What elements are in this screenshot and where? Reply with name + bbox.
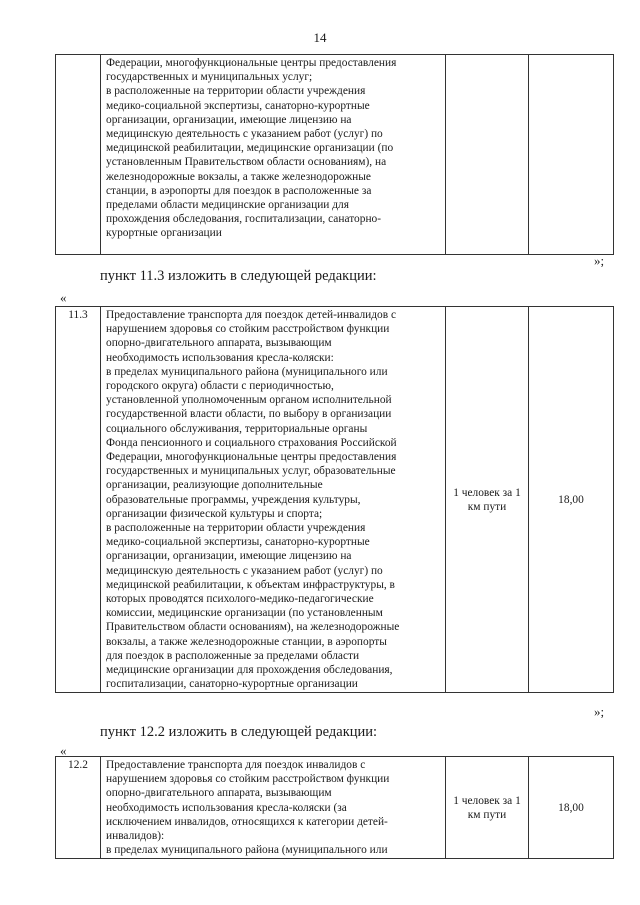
- row-number-cell: 11.3: [56, 307, 101, 693]
- instruction-11-3: пункт 11.3 изложить в следующей редакции:: [100, 268, 377, 284]
- text-line: установленной уполномоченным органом исполнительной: [106, 394, 392, 407]
- text-line: медицинскую деятельность с указанием работ (услуг) по: [106, 564, 383, 577]
- text-line: медико-социальной экспертизы, санаторно-курортные: [106, 99, 370, 112]
- text-line: медицинской реабилитации, медицинские организации (по: [106, 142, 394, 155]
- table-item-11-3: [55, 306, 614, 693]
- text-line: в расположенные на территории области учреждения: [106, 522, 366, 535]
- row-number-cell: [56, 55, 101, 255]
- text-line: прохождения обследования, госпитализации, санаторно-: [106, 213, 382, 226]
- text-line: государственных и муниципальных услуг;: [106, 71, 313, 84]
- text-line: в пределах муниципального района (муниципального или: [106, 365, 388, 378]
- instruction-12-2: пункт 12.2 изложить в следующей редакции:: [100, 724, 378, 740]
- text-line: железнодорожные вокзалы, а также железнодорожные: [106, 170, 371, 183]
- table-item-12-2: [55, 756, 614, 859]
- closing-quote: »;: [594, 704, 605, 719]
- page-number: 14: [313, 30, 327, 45]
- closing-quote: »;: [594, 253, 605, 268]
- text-line: вокзалы, а также железнодорожные станции, в аэропорты: [106, 635, 387, 648]
- text-line: которых проводятся психолого-медико-педагогические: [106, 593, 374, 606]
- table-row: [56, 307, 614, 693]
- text-line: нарушением здоровья со стойким расстройством функции: [106, 323, 390, 336]
- text-line: пределами области медицинские организации для: [106, 199, 349, 212]
- text-line: Предоставление транспорта для поездок инвалидов с: [106, 759, 366, 771]
- text-line: организации, организации, имеющие лицензию на: [106, 550, 352, 563]
- text-line: медико-социальной экспертизы, санаторно-курортные: [106, 536, 370, 549]
- text-line: организации, организации, имеющие лицензию на: [106, 113, 352, 126]
- text-line: для поездок в расположенные за пределами области: [106, 649, 360, 662]
- text-line: Федерации, многофункциональные центры предоставления: [106, 57, 397, 69]
- table-row: [56, 55, 614, 255]
- description-cell: [101, 307, 446, 693]
- text-line: государственной власти области, по выбору в организации: [106, 408, 392, 421]
- table-continuation: [55, 54, 614, 255]
- text-line: организации, реализующие дополнительные: [106, 479, 323, 492]
- text-line: Правительством области основаниям), на железнодорожные: [106, 621, 400, 634]
- rate-cell: 18,00: [529, 307, 614, 693]
- opening-quote: «: [60, 743, 67, 758]
- text-line: медицинскую деятельность с указанием работ (услуг) по: [106, 128, 383, 141]
- table-row: [56, 757, 614, 859]
- text-line: медицинской реабилитации, к объектам инфраструктуры, в: [106, 578, 395, 591]
- text-line: в пределах муниципального района (муниципального или: [106, 844, 388, 857]
- text-line: необходимость использования кресла-коляски (за: [106, 801, 347, 814]
- description-cell: [101, 55, 446, 255]
- text-line: городского округа) области с периодичностью,: [106, 380, 334, 393]
- text-line: опорно-двигательного аппарата, вызывающим: [106, 337, 332, 350]
- rate-cell: 18,00: [529, 757, 614, 859]
- unit-cell: [446, 55, 529, 255]
- text-line: государственных и муниципальных услуг, образовательные: [106, 465, 396, 478]
- text-line: госпитализации, санаторно-курортные организации: [106, 678, 358, 691]
- text-line: инвалидов):: [106, 830, 165, 843]
- text-line: Фонда пенсионного и социального страхования Российской: [106, 436, 397, 449]
- unit-cell: 1 человек за 1 км пути: [446, 307, 529, 693]
- text-line: необходимость использования кресла-коляски:: [106, 351, 334, 364]
- unit-cell: 1 человек за 1 км пути: [446, 757, 529, 859]
- text-line: организации физической культуры и спорта;: [106, 507, 323, 520]
- text-line: образовательные программы, учреждения культуры,: [106, 493, 361, 506]
- text-line: курортные организации: [106, 227, 222, 240]
- text-line: нарушением здоровья со стойким расстройством функции: [106, 773, 390, 786]
- text-line: исключением инвалидов, относящихся к категории детей-: [106, 815, 388, 828]
- text-line: Федерации, многофункциональные центры предоставления: [106, 451, 397, 464]
- text-line: социального обслуживания, территориальные органы: [106, 422, 368, 435]
- text-line: Предоставление транспорта для поездок детей-инвалидов с: [106, 309, 397, 321]
- row-number-cell: 12.2: [56, 757, 101, 859]
- text-line: в расположенные на территории области учреждения: [106, 85, 366, 98]
- text-line: медицинские организации для прохождения обследования,: [106, 664, 393, 677]
- description-cell: [101, 757, 446, 859]
- text-line: комиссии, медицинские организации (по установленным: [106, 607, 383, 620]
- rate-cell: [529, 55, 614, 255]
- text-line: установленным Правительством области основаниям), на: [106, 156, 387, 169]
- text-line: опорно-двигательного аппарата, вызывающим: [106, 787, 332, 800]
- opening-quote: «: [60, 290, 67, 305]
- text-line: станции, в аэропорты для поездок в расположенные за: [106, 184, 372, 197]
